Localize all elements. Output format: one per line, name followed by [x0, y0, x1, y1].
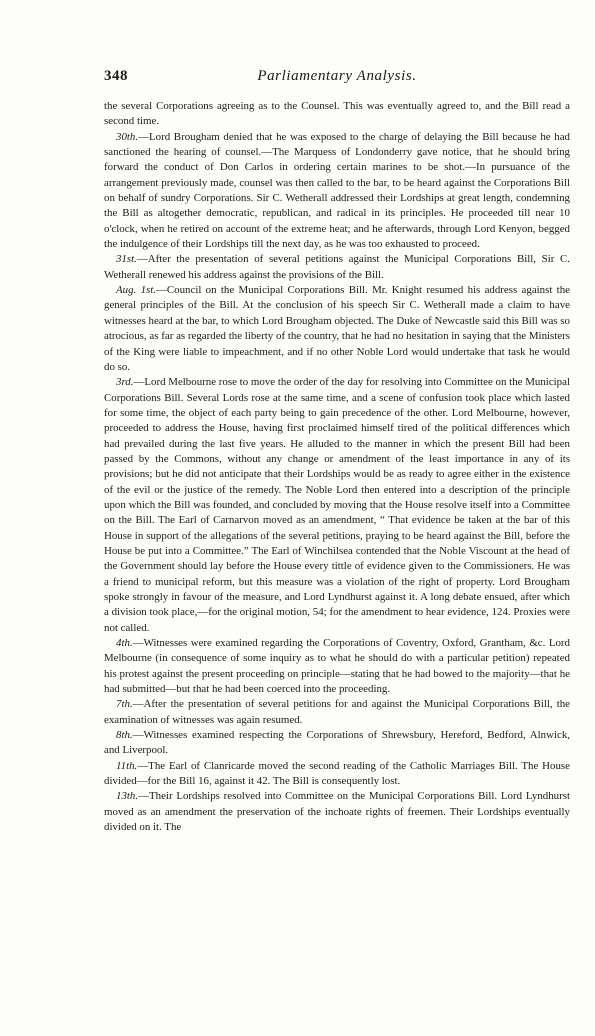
- paragraph-text: —Their Lordships resolved into Committee on the Municipal Corporations Bill. Lord Lyndhurst moved as an amendment the preservation of the inchoate rights of freemen. Their Lordships eventually divided on it. The: [104, 790, 570, 834]
- paragraph-aug-1: [104, 283, 570, 375]
- paragraph-date: 7th.: [116, 698, 133, 711]
- paragraph-continuation: [104, 99, 570, 130]
- paragraph-text: —Council on the Municipal Corporations Bill. Mr. Knight resumed his address against the general principles of the Bill. At the conclusion of his speech Sir C. Wetherall made a claim to have witnesses heard at the bar, to which Lord Brougham objected. The Duke of Newcastle said this Bill was so atrocious, as far as regarded the liberty of the country, that he had no hesitation in saying that the Ministers of the King were liable to impeachment, and if no other Noble Lord would undertake that task he would do so.: [104, 284, 570, 373]
- paragraph-date: 11th.: [116, 759, 138, 772]
- paragraph-aug-7: [104, 697, 570, 728]
- paragraph-july-31: [104, 252, 570, 283]
- page-number: 348: [104, 68, 128, 84]
- body-text: [104, 99, 570, 836]
- paragraph-aug-13: [104, 789, 570, 835]
- paragraph-text: —Witnesses examined respecting the Corporations of Shrewsbury, Hereford, Bedford, Alnwick, and Liverpool.: [104, 729, 570, 757]
- paragraph-july-30: [104, 130, 570, 253]
- paragraph-text: —After the presentation of several petitions for and against the Municipal Corporations Bill, the examination of witnesses was again resumed.: [104, 698, 570, 726]
- paragraph-text: —Lord Brougham denied that he was exposed to the charge of delaying the Bill because he had sanctioned the hearing of counsel.—The Marquess of Londonderry gave notice, that he should bring forward the conduct of Don Carlos in ordering certain marines to be shot.—In pursuance of the arrangement previously made, counsel was then called to the bar, to be heard against the Corporations Bill on behalf of sundry Corporations. Sir C. Wetherall addressed their Lordships at great length, condemning the Bill as altogether democratic, republican, and radical in its principles. He proceeded till near 10 o'clock, when he retired on account of the extreme heat; and he afterwards, through Lord Kenyon, begged the indulgence of their Lordships till the next day, as he was too exhausted to proceed.: [104, 130, 570, 251]
- paragraph-text: —Witnesses were examined regarding the Corporations of Coventry, Oxford, Grantham, &c. Lord Melbourne (in consequence of some inquiry as to what he should do with a particular petition) repeated his protest against the present proceeding on principle—stating that he had bowed to the majority—that he had submitted—but that he had been coerced into the proceeding.: [104, 637, 570, 696]
- paragraph-text: the several Corporations agreeing as to the Counsel. This was eventually agreed to, and the Bill read a second time.: [104, 100, 570, 128]
- paragraph-aug-3: [104, 375, 570, 636]
- running-head: [104, 68, 570, 88]
- paragraph-date: 30th.: [116, 130, 139, 143]
- paragraph-date: Aug. 1st.: [116, 284, 156, 297]
- running-title: Parliamentary Analysis.: [257, 68, 417, 84]
- paragraph-date: 31st.: [116, 253, 137, 266]
- paragraph-text: —After the presentation of several petitions against the Municipal Corporations Bill, Sir C. Wetherall renewed his address against the provisions of the Bill.: [104, 253, 570, 281]
- paragraph-date: 13th.: [116, 790, 139, 803]
- paragraph-aug-8: [104, 728, 570, 759]
- paragraph-aug-4: [104, 636, 570, 697]
- paragraph-date: 3rd.: [116, 376, 134, 389]
- paragraph-text: —The Earl of Clanricarde moved the second reading of the Catholic Marriages Bill. The House divided—for the Bill 16, against it 42. The Bill is consequently lost.: [104, 759, 570, 788]
- paragraph-text: —Lord Melbourne rose to move the order of the day for resolving into Committee on the Municipal Corporations Bill. Several Lords rose at the same time, and a scene of confusion took place which lasted for some time, the object of each party being to gain precedence of the other. Lord Melbourne, however, proceeded to address the House, having first proclaimed himself tired of the political differences which had prevailed during the last five years. He alluded to the manner in which the present Bill had been passed by the Commons, without any change or amendment of the least importance in any of its provisions; but he did not anticipate that their Lordships would be as ready to agree either in the existence of the evil or the justice of the remedy. The Noble Lord then entered into a description of the principle upon which the Bill was founded, and concluded by moving that the House resolve itself into a Committee on the Bill. The Earl of Carnarvon moved as an amendment, “ That evidence be taken at the bar of this House in support of the allegations of the several petitions, praying to be heard against the Bill, before the House be put into a Committee.” The Earl of Winchilsea contended that the Noble Viscount at the head of the Government should lay before the House every tittle of evidence given to the Commissioners. He was a friend to municipal reform, but this measure was a violation of the right of property. Lord Brougham spoke strongly in favour of the measure, and Lord Lyndhurst against it. A long debate ensued, after which a division took place,—for the original motion, 54; for the amendment to hear evidence, 124. Proxies were not called.: [104, 376, 570, 634]
- paragraph-date: 8th.: [116, 729, 133, 742]
- paragraph-date: 4th.: [116, 637, 133, 650]
- paragraph-aug-11: [104, 759, 570, 790]
